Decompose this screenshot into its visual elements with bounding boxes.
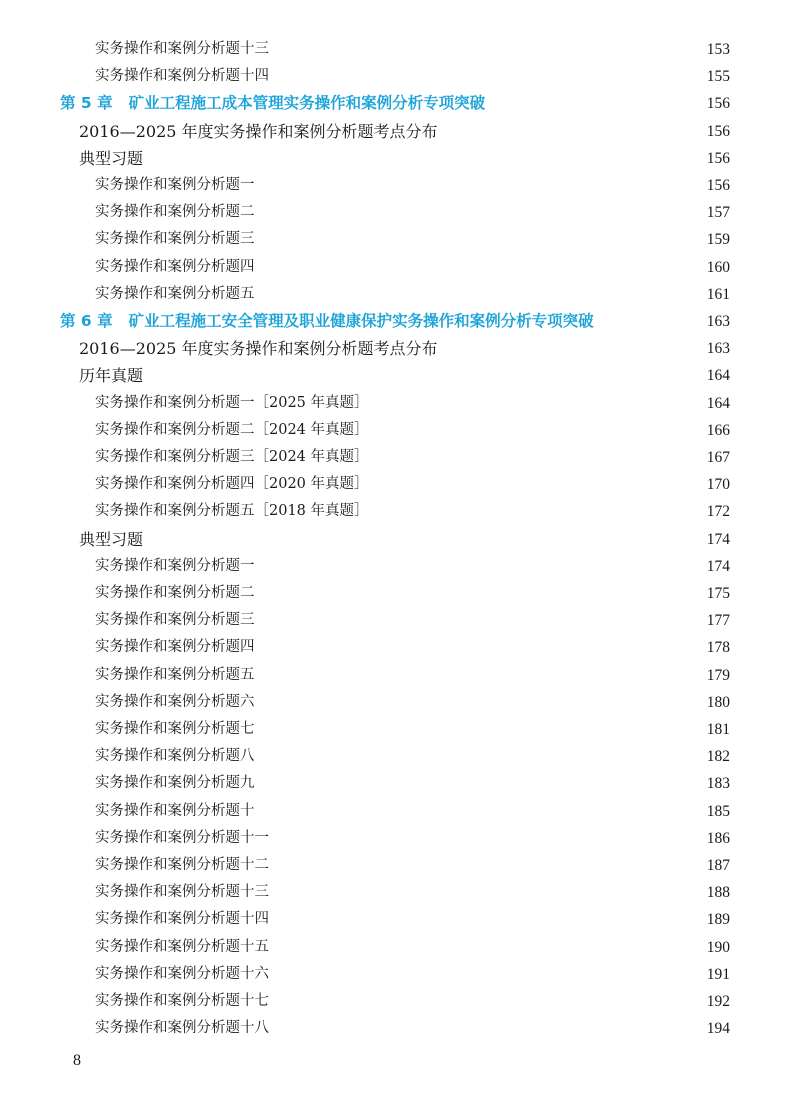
dot-leader: [462, 118, 696, 145]
dot-leader: [265, 254, 697, 281]
toc-item-entry[interactable]: [95, 770, 730, 797]
toc-chapter-entry[interactable]: [60, 308, 730, 335]
toc-item-entry[interactable]: [95, 254, 730, 281]
entry-page-number: 185: [706, 802, 730, 820]
entry-title: 历年真题: [79, 366, 144, 386]
entry-page-number: 191: [706, 965, 730, 983]
chapter-heading: [60, 90, 485, 117]
toc-item-entry[interactable]: [95, 1015, 730, 1042]
dot-leader: [279, 879, 696, 906]
dot-leader: [279, 852, 696, 879]
entry-page-number: 156: [706, 177, 730, 194]
toc-item-entry[interactable]: [95, 743, 730, 770]
entry-page-number: 187: [706, 857, 730, 874]
entry-title: 2016—2025 年度实务操作和案例分析题考点分布: [79, 121, 438, 141]
entry-page-number: 161: [706, 285, 730, 303]
toc-chapter-entry[interactable]: [60, 90, 730, 117]
entry-page-number: 167: [706, 449, 730, 466]
dot-leader: [265, 798, 697, 825]
entry-title: 实务操作和案例分析题一: [95, 557, 255, 574]
toc-item-entry[interactable]: [95, 716, 730, 743]
dot-leader: [265, 553, 697, 580]
entry-title: 实务操作和案例分析题四: [95, 258, 255, 275]
toc-item-entry[interactable]: [95, 63, 730, 90]
entry-title: 典型习题: [79, 529, 144, 549]
entry-page-number: 180: [706, 693, 730, 711]
entry-title: 2016—2025 年度实务操作和案例分析题考点分布: [79, 339, 438, 359]
entry-title: 实务操作和案例分析题十三: [95, 41, 269, 57]
entry-title: 实务操作和案例分析题五: [95, 666, 255, 683]
entry-page-number: 172: [706, 503, 730, 521]
toc-item-entry[interactable]: [95, 879, 730, 906]
entry-page-number: 156: [706, 122, 730, 140]
entry-title: 实务操作和案例分析题十四: [95, 911, 269, 928]
dot-leader: [279, 825, 696, 852]
entry-page-number: 159: [706, 231, 730, 249]
toc-item-entry[interactable]: [95, 390, 730, 417]
dot-leader: [379, 417, 696, 444]
entry-page-number: 156: [706, 149, 730, 167]
dot-leader: [279, 906, 696, 933]
dot-leader: [379, 444, 696, 471]
entry-title: 实务操作和案例分析题一［2025 年真题］: [95, 394, 369, 411]
dot-leader: [265, 580, 697, 607]
entry-page-number: 177: [706, 612, 730, 630]
toc-item-entry[interactable]: [95, 634, 730, 661]
dot-leader: [265, 743, 697, 770]
toc-item-entry[interactable]: [95, 498, 730, 525]
entry-page-number: 189: [706, 911, 730, 929]
entry-title: 实务操作和案例分析题十三: [95, 884, 269, 901]
dot-leader: [265, 634, 697, 661]
dot-leader: [279, 961, 696, 988]
entry-title: 实务操作和案例分析题五: [95, 285, 255, 302]
entry-title: 实务操作和案例分析题三［2024 年真题］: [95, 449, 369, 465]
entry-title: 实务操作和案例分析题十四: [95, 68, 269, 85]
toc-item-entry[interactable]: [95, 852, 730, 879]
entry-page-number: 190: [706, 938, 730, 956]
entry-page-number: 166: [706, 421, 730, 439]
entry-title: 实务操作和案例分析题一: [95, 177, 255, 193]
chapter-title: 矿业工程施工安全管理及职业健康保护实务操作和案例分析专项突破: [128, 312, 594, 330]
dot-leader: [153, 526, 696, 553]
entry-title: 实务操作和案例分析题十二: [95, 857, 269, 873]
toc-item-entry[interactable]: [95, 417, 730, 444]
toc-item-entry[interactable]: [95, 281, 730, 308]
chapter-number: 第 5 章: [60, 94, 113, 113]
entry-page-number: 174: [706, 530, 730, 548]
entry-title: 实务操作和案例分析题十: [95, 802, 255, 819]
entry-title: 实务操作和案例分析题三: [95, 612, 255, 629]
entry-page-number: 175: [706, 585, 730, 602]
entry-title: 实务操作和案例分析题十五: [95, 938, 269, 955]
entry-page-number: 188: [706, 884, 730, 902]
entry-title: 实务操作和案例分析题三: [95, 231, 255, 248]
dot-leader: [265, 662, 697, 689]
toc-item-entry[interactable]: [95, 226, 730, 253]
toc-item-entry[interactable]: [95, 199, 730, 226]
entry-page-number: 174: [706, 557, 730, 575]
entry-title: 实务操作和案例分析题十七: [95, 993, 269, 1009]
entry-page-number: 182: [706, 748, 730, 766]
dot-leader: [279, 36, 696, 63]
entry-title: 实务操作和案例分析题七: [95, 721, 255, 737]
entry-page-number: 156: [706, 95, 730, 113]
entry-title: 实务操作和案例分析题五［2018 年真题］: [95, 503, 369, 520]
toc-item-entry[interactable]: [95, 689, 730, 716]
dot-leader: [153, 145, 696, 172]
dot-leader: [279, 63, 696, 90]
toc-item-entry[interactable]: [95, 444, 730, 471]
toc-item-entry[interactable]: [95, 961, 730, 988]
dot-leader: [265, 172, 697, 199]
toc-section-entry[interactable]: [79, 145, 730, 172]
dot-leader: [265, 226, 697, 253]
dot-leader: [462, 335, 696, 362]
dot-leader: [265, 199, 697, 226]
entry-page-number: 179: [706, 666, 730, 684]
entry-page-number: 160: [706, 258, 730, 276]
toc-section-entry[interactable]: [79, 118, 730, 145]
dot-leader: [265, 716, 697, 743]
entry-page-number: 164: [706, 394, 730, 412]
toc-item-entry[interactable]: [95, 36, 730, 63]
toc-item-entry[interactable]: [95, 580, 730, 607]
toc-item-entry[interactable]: [95, 471, 730, 498]
entry-page-number: 153: [706, 41, 730, 58]
entry-title: 实务操作和案例分析题二: [95, 585, 255, 601]
toc-item-entry[interactable]: [95, 553, 730, 580]
toc-item-entry[interactable]: [95, 172, 730, 199]
toc-item-entry[interactable]: [95, 798, 730, 825]
entry-page-number: 170: [706, 476, 730, 494]
entry-page-number: 178: [706, 639, 730, 657]
entry-title: 实务操作和案例分析题六: [95, 693, 255, 710]
entry-title: 实务操作和案例分析题十八: [95, 1020, 269, 1037]
dot-leader: [379, 471, 696, 498]
dot-leader: [265, 689, 697, 716]
toc-section-entry[interactable]: [79, 335, 730, 362]
dot-leader: [279, 988, 696, 1015]
entry-page-number: 186: [706, 829, 730, 847]
toc-section-entry[interactable]: [79, 362, 730, 389]
dot-leader: [379, 498, 696, 525]
entry-title: 实务操作和案例分析题十一: [95, 829, 269, 846]
dot-leader: [153, 362, 696, 389]
toc-item-entry[interactable]: [95, 825, 730, 852]
toc-item-entry[interactable]: [95, 607, 730, 634]
entry-page-number: 155: [706, 68, 730, 86]
dot-leader: [265, 281, 697, 308]
entry-title: 实务操作和案例分析题九: [95, 775, 255, 792]
dot-leader: [265, 770, 697, 797]
page-number: 8: [73, 1052, 81, 1069]
chapter-title: 矿业工程施工成本管理实务操作和案例分析专项突破: [128, 94, 486, 113]
entry-page-number: 192: [706, 993, 730, 1010]
entry-title: 实务操作和案例分析题二［2024 年真题］: [95, 421, 369, 438]
toc-section-entry[interactable]: [79, 526, 730, 553]
chapter-heading: [60, 308, 594, 335]
toc-item-entry[interactable]: [95, 662, 730, 689]
entry-title: 实务操作和案例分析题十六: [95, 965, 269, 982]
dot-leader: [598, 308, 696, 335]
entry-title: 实务操作和案例分析题四［2020 年真题］: [95, 476, 369, 493]
entry-page-number: 163: [706, 313, 730, 330]
entry-title: 实务操作和案例分析题八: [95, 748, 255, 765]
dot-leader: [265, 607, 697, 634]
dot-leader: [279, 934, 696, 961]
dot-leader: [489, 90, 696, 117]
chapter-number: 第 6 章: [60, 312, 113, 330]
entry-page-number: 157: [706, 204, 730, 222]
entry-page-number: 163: [706, 340, 730, 358]
entry-page-number: 164: [706, 367, 730, 385]
entry-page-number: 183: [706, 775, 730, 793]
toc-item-entry[interactable]: [95, 934, 730, 961]
dot-leader: [279, 1015, 696, 1042]
toc-item-entry[interactable]: [95, 988, 730, 1015]
toc-item-entry[interactable]: [95, 906, 730, 933]
entry-page-number: 181: [706, 721, 730, 738]
entry-title: 实务操作和案例分析题二: [95, 204, 255, 221]
entry-title: 典型习题: [79, 148, 144, 168]
entry-title: 实务操作和案例分析题四: [95, 639, 255, 656]
entry-page-number: 194: [706, 1020, 730, 1038]
dot-leader: [379, 390, 696, 417]
